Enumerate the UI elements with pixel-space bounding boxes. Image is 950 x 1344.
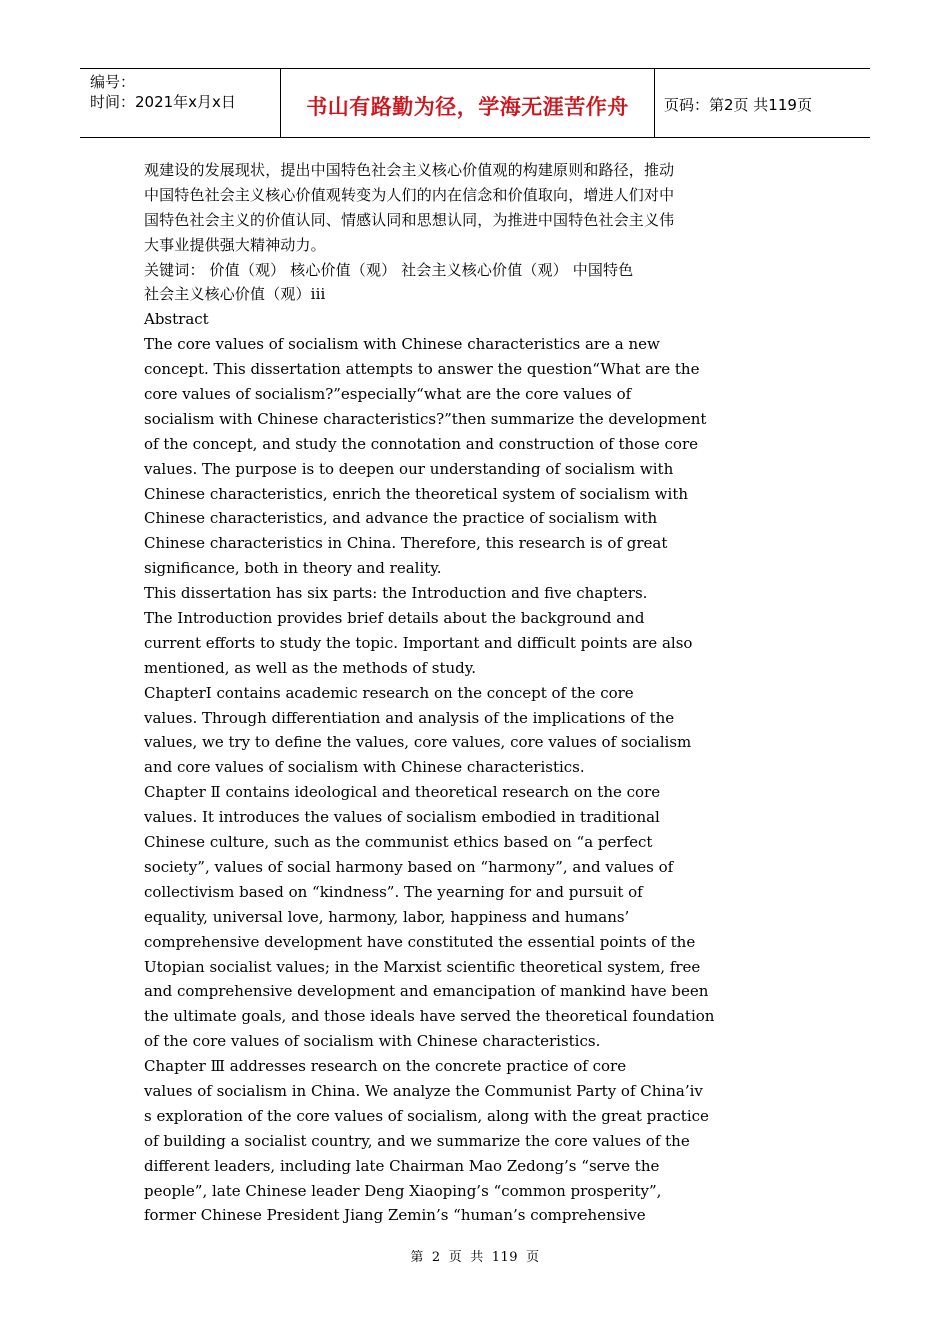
body-line: former Chinese President Jiang Zemin’s “human’s comprehensive <box>144 1206 646 1225</box>
body-line: 社会主义核心价值（观）iii <box>144 285 326 304</box>
footer-di: 第 <box>410 1250 424 1265</box>
body-line: the ultimate goals, and those ideals have served the theoretical foundation <box>144 1007 715 1026</box>
body-line: values of socialism in China. We analyze the Communist Party of China’iv <box>144 1081 703 1100</box>
body-line: and comprehensive development and emancipation of mankind have been <box>144 982 709 1001</box>
body-line: of the core values of socialism with Chinese characteristics. <box>144 1032 601 1051</box>
header-page-code: 页码：第2页 共119页 <box>664 95 812 114</box>
body-line: values. It introduces the values of socialism embodied in traditional <box>144 808 660 827</box>
body-line: 大事业提供强大精神动力。 <box>144 235 326 254</box>
body-line: equality, universal love, harmony, labor, happiness and humans’ <box>144 907 630 926</box>
document-header <box>80 68 870 138</box>
body-line: society”, values of social harmony based on “harmony”, and values of <box>144 857 674 876</box>
footer-page-number: 2 <box>431 1250 441 1265</box>
footer-ye-end: 页 <box>526 1250 540 1265</box>
header-page-cell <box>655 69 870 137</box>
body-line: and core values of socialism with Chinese characteristics. <box>144 758 585 777</box>
body-line: Chinese characteristics, enrich the theoretical system of socialism with <box>144 484 689 503</box>
body-line: Chapter Ⅲ addresses research on the concrete practice of core <box>144 1057 627 1076</box>
body-line: Chinese characteristics, and advance the practice of socialism with <box>144 509 658 528</box>
body-line: socialism with Chinese characteristics?”then summarize the development <box>144 409 707 428</box>
body-line: values. Through differentiation and analysis of the implications of the <box>144 708 675 727</box>
body-line: different leaders, including late Chairman Mao Zedong’s “serve the <box>144 1156 660 1175</box>
body-line: concept. This dissertation attempts to answer the question“What are the <box>144 360 700 379</box>
footer-ye: 页 <box>448 1250 463 1265</box>
page-footer <box>0 1246 950 1265</box>
document-body <box>144 158 734 1228</box>
body-line: values, we try to define the values, core values, core values of socialism <box>144 733 692 752</box>
document-number-label: 编号： <box>90 73 136 91</box>
body-line: comprehensive development have constituted the essential points of the <box>144 932 696 951</box>
body-line: 观建设的发展现状，提出中国特色社会主义核心价值观的构建原则和路径，推动 <box>144 161 675 179</box>
body-line: Chinese characteristics in China. Therefore, this research is of great <box>144 534 668 553</box>
body-line: values. The purpose is to deepen our understanding of socialism with <box>144 459 674 478</box>
body-line: 中国特色社会主义核心价值观转变为人们的内在信念和价值取向，增进人们对中 <box>144 185 675 204</box>
body-line: Chapter Ⅱ contains ideological and theoretical research on the core <box>144 783 661 802</box>
body-line: core values of socialism?”especially“what are the core values of <box>144 385 632 404</box>
body-line: people”, late Chinese leader Deng Xiaoping’s “common prosperity”, <box>144 1181 662 1200</box>
body-line: The core values of socialism with Chinese characteristics are a new <box>144 335 660 354</box>
document-time-label: 时间：2021年x月x日 <box>90 93 236 111</box>
header-motto: 书山有路勤为径，学海无涯苦作舟 <box>306 95 629 119</box>
body-line: s exploration of the core values of socialism, along with the great practice <box>144 1106 709 1125</box>
body-line: ChapterⅠ contains academic research on the concept of the core <box>144 683 634 702</box>
body-line: collectivism based on “kindness”. The yearning for and pursuit of <box>144 882 643 901</box>
body-line: of the concept, and study the connotation and construction of those core <box>144 434 698 453</box>
header-motto-cell <box>281 69 655 137</box>
body-line: Abstract <box>144 310 209 329</box>
body-line: mentioned, as well as the methods of study. <box>144 658 476 677</box>
body-line: current efforts to study the topic. Important and difficult points are also <box>144 633 693 652</box>
body-line: of building a socialist country, and we summarize the core values of the <box>144 1131 690 1150</box>
footer-total-pages: 119 <box>491 1250 519 1265</box>
body-line: 国特色社会主义的价值认同、情感认同和思想认同，为推进中国特色社会主义伟 <box>144 210 675 229</box>
body-line: Utopian socialist values; in the Marxist scientific theoretical system, free <box>144 957 701 976</box>
body-line: significance, both in theory and reality. <box>144 559 442 578</box>
footer-gong: 共 <box>470 1250 484 1265</box>
body-line: This dissertation has six parts: the Introduction and five chapters. <box>144 584 648 603</box>
body-line: Chinese culture, such as the communist ethics based on “a perfect <box>144 833 653 852</box>
body-line: The Introduction provides brief details about the background and <box>144 609 645 628</box>
body-line: 关键词： 价值（观） 核心价值（观） 社会主义核心价值（观） 中国特色 <box>144 260 634 279</box>
header-meta-cell <box>80 69 281 137</box>
